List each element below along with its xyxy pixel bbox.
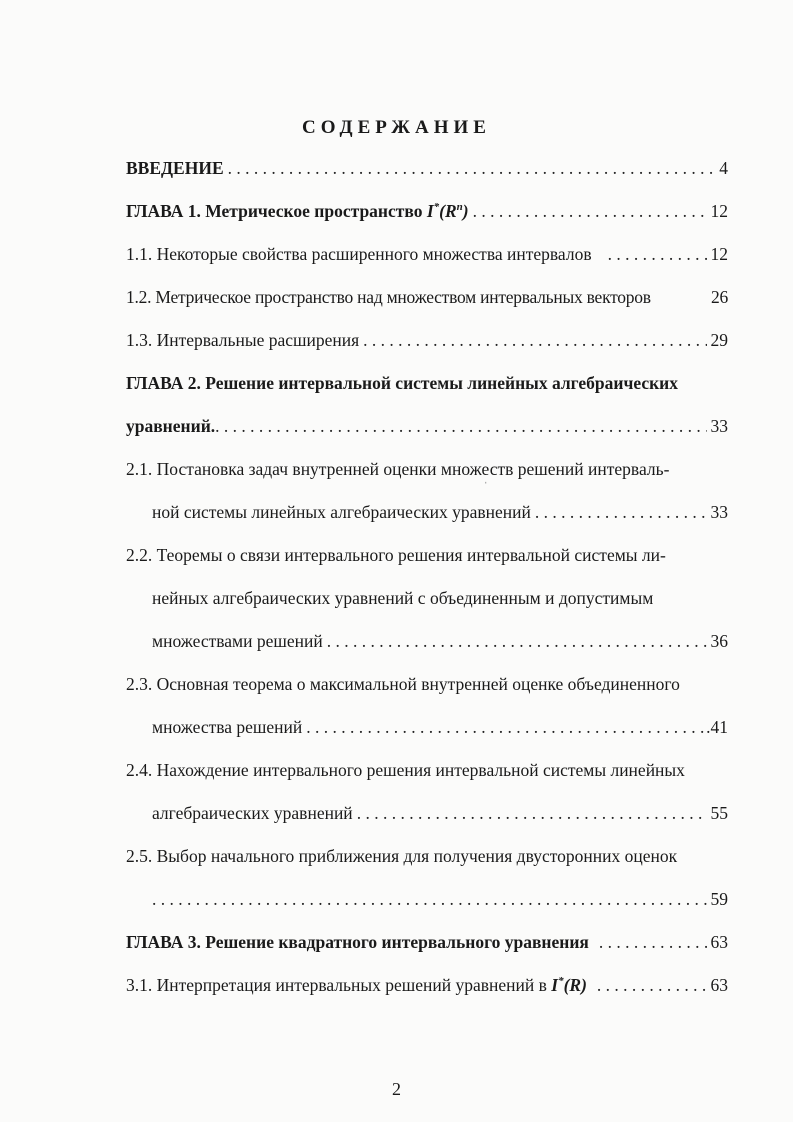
toc-entry-2-4-cont[interactable] bbox=[152, 803, 728, 827]
leader-dots bbox=[357, 803, 707, 824]
toc-entry-1-1[interactable] bbox=[126, 244, 728, 268]
math-symbol: I*(R) bbox=[551, 975, 587, 995]
toc-entry-label-line2: множества решений bbox=[152, 717, 303, 737]
leader-dots bbox=[306, 717, 706, 738]
page-number: 2 bbox=[392, 1079, 401, 1099]
toc-entry-chapter-3[interactable] bbox=[126, 932, 728, 956]
toc-entry-label: 1.3. Интервальные расширения bbox=[126, 330, 360, 350]
leader-dots bbox=[228, 158, 716, 179]
math-symbol: $I^*(R^n)$ bbox=[426, 201, 469, 221]
toc-entry-2-3[interactable] bbox=[126, 674, 728, 698]
toc-entry-3-1[interactable] bbox=[126, 975, 728, 999]
toc-entry-chapter-1[interactable] bbox=[126, 201, 728, 225]
toc-entry-label-line1: 2.2. Теоремы о связи интервального решения интервальной системы ли- bbox=[126, 545, 666, 565]
toc-page-number: 63 bbox=[710, 975, 728, 995]
toc-entry-label-line1: 2.1. Постановка задач внутренней оценки множеств решений интерваль- bbox=[126, 459, 670, 479]
scan-speck: ˈ bbox=[484, 480, 488, 492]
leader-dots bbox=[363, 330, 706, 351]
toc-entry-label-line1: ГЛАВА 2. Решение интервальной системы линейных алгебраических bbox=[126, 373, 679, 393]
toc-page-number: 55 bbox=[710, 803, 728, 823]
toc-entry-label-line1: 2.4. Нахождение интервального решения интервальной системы линейных bbox=[126, 760, 685, 780]
toc-entry-label-line1: 2.5. Выбор начального приближения для получения двусторонних оценок bbox=[126, 846, 678, 866]
toc-entry-2-3-cont[interactable] bbox=[152, 717, 728, 741]
toc-page-number: 33 bbox=[710, 502, 728, 522]
toc-entry-label bbox=[126, 201, 469, 222]
leader-dots bbox=[215, 416, 706, 437]
label-text: 3.1. Интерпретация интервальных решений уравнений в bbox=[126, 975, 552, 995]
toc-entry-label-line2: уравнений. bbox=[126, 416, 216, 436]
toc-page-number: 59 bbox=[710, 889, 728, 909]
toc-page-number: 12 bbox=[710, 244, 728, 264]
toc-entry-2-2-cont2[interactable] bbox=[152, 631, 728, 655]
toc-entry-2-5[interactable] bbox=[126, 846, 728, 870]
toc-entry-intro[interactable] bbox=[126, 158, 728, 182]
toc-page-number: 63 bbox=[710, 932, 728, 952]
toc-page-number: 4 bbox=[719, 158, 728, 178]
toc-entry-2-1-cont[interactable] bbox=[152, 502, 728, 526]
leader-dots bbox=[535, 502, 707, 523]
toc-entry-label: 1.1. Некоторые свойства расширенного множества интервалов bbox=[126, 244, 592, 264]
toc-entry-label: ГЛАВА 3. Решение квадратного интервального уравнения bbox=[126, 932, 589, 952]
toc-entry-label-line3: множествами решений bbox=[152, 631, 323, 651]
toc-entry-1-3[interactable] bbox=[126, 330, 728, 354]
toc-page-number: 12 bbox=[710, 201, 728, 221]
toc-entry-label-line2: ной системы линейных алгебраических уравнений bbox=[152, 502, 531, 522]
toc-entry-2-1[interactable] bbox=[126, 459, 728, 483]
leader-dots bbox=[599, 932, 707, 953]
leader-dots bbox=[327, 631, 707, 652]
toc-entry-label-line2: алгебраических уравнений bbox=[152, 803, 353, 823]
toc-page-number: .41 bbox=[706, 717, 728, 737]
label-text: ГЛАВА 1. Метрическое пространство bbox=[126, 201, 427, 221]
toc-entry-chapter-2-cont[interactable] bbox=[126, 416, 728, 440]
toc-entry-2-2-cont[interactable] bbox=[152, 588, 728, 612]
toc-page-number: 36 bbox=[710, 631, 728, 651]
toc-entry-label-line2: нейных алгебраических уравнений с объединенным и допустимым bbox=[152, 588, 654, 608]
toc-entry-label: ВВЕДЕНИЕ bbox=[126, 158, 224, 178]
toc-entry-label bbox=[126, 975, 587, 996]
toc-entry-label: 1.2. Метрическое пространство над множеством интервальных векторов bbox=[126, 287, 651, 307]
toc-page-number: 33 bbox=[710, 416, 728, 436]
toc-entry-label-line1: 2.3. Основная теорема о максимальной внутренней оценке объединенного bbox=[126, 674, 680, 694]
toc-title: СОДЕРЖАНИЕ bbox=[302, 117, 491, 138]
leader-dots bbox=[608, 244, 707, 265]
leader-dots bbox=[473, 201, 707, 222]
toc-entry-1-2[interactable] bbox=[126, 287, 728, 311]
toc-page-number: 29 bbox=[710, 330, 728, 350]
toc-entry-2-5-cont[interactable] bbox=[152, 889, 728, 913]
leader-dots bbox=[597, 975, 707, 996]
leader-dots bbox=[152, 889, 707, 910]
toc-entry-2-4[interactable] bbox=[126, 760, 728, 784]
toc-entry-chapter-2[interactable] bbox=[126, 373, 728, 397]
toc-page-number: 26 bbox=[711, 287, 728, 307]
toc-entry-2-2[interactable] bbox=[126, 545, 728, 569]
